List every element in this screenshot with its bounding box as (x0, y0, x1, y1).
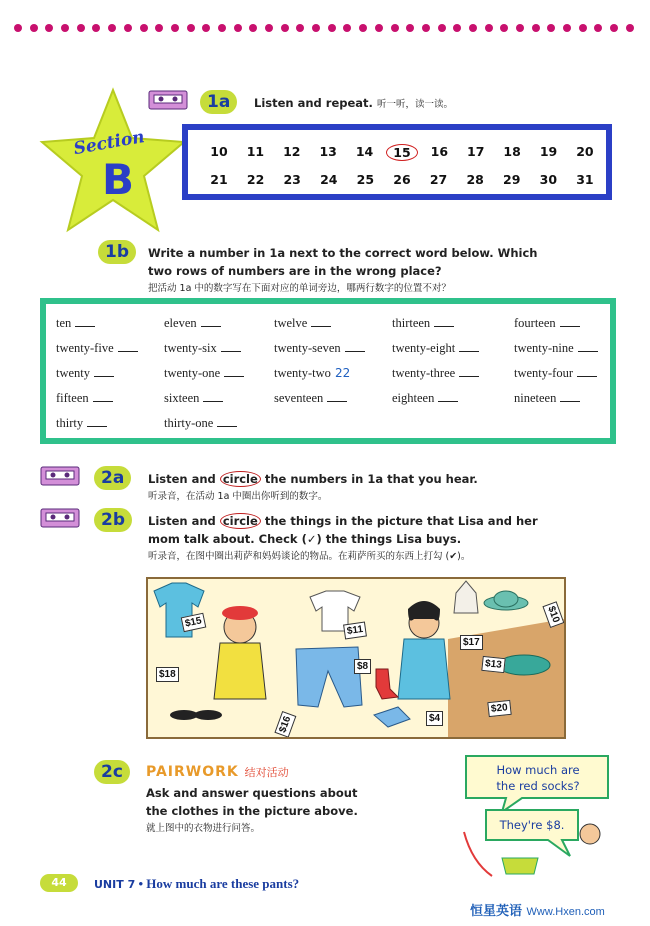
activity-number-1a: 1a (200, 90, 237, 114)
number-cell: 23 (283, 172, 301, 187)
number-word (164, 366, 244, 381)
footer-title-text: How much are these pants? (146, 876, 300, 891)
activity-number-1b: 1b (98, 240, 136, 264)
number-word-text: sixteen (164, 391, 200, 405)
answer-blank[interactable] (203, 401, 223, 402)
instruction-2b-pre: Listen and (148, 514, 216, 528)
number-cell: 22 (246, 172, 265, 187)
answer-blank[interactable] (345, 351, 365, 352)
answer-blank[interactable] (327, 401, 347, 402)
section-word: Section (72, 127, 147, 160)
number-cell: 26 (393, 172, 411, 187)
answer-blank[interactable] (577, 376, 597, 377)
numbers-row-2 (204, 172, 600, 187)
answer-blank[interactable] (578, 351, 598, 352)
decorative-dot (265, 24, 273, 32)
instruction-2c-line2: the clothes in the picture above. (146, 804, 358, 818)
number-word-text: nineteen (514, 391, 557, 405)
number-word (514, 366, 597, 381)
price-tag: $13 (481, 656, 505, 673)
price-tag: $18 (156, 667, 179, 682)
number-word-text: twenty-two (274, 366, 331, 380)
number-cell: 20 (576, 144, 594, 159)
brand-watermark (470, 900, 605, 919)
numbers-row-1 (204, 144, 600, 161)
decorative-dot (281, 24, 289, 32)
instruction-2b-post: the things in the picture that Lisa and her (264, 514, 538, 528)
instruction-1b-cn: 把活动 1a 中的数字写在下面对应的单词旁边，哪两行数字的位置不对？ (148, 283, 451, 294)
decorative-dot (375, 24, 383, 32)
number-word (164, 341, 241, 356)
instruction-2a-cn: 听录音，在活动 1a 中圈出你听到的数字。 (148, 491, 328, 502)
decorative-dot (124, 24, 132, 32)
decorative-dot (391, 24, 399, 32)
decorative-dot-border (14, 24, 634, 36)
number-words-box (40, 298, 616, 444)
cassette-icon[interactable] (148, 90, 188, 110)
pairwork-title-cn: 结对活动 (244, 766, 289, 779)
number-cell: 16 (430, 144, 449, 159)
decorative-dot (516, 24, 524, 32)
bubble-question-line2: the red socks? (496, 779, 580, 793)
pairwork-title-en: PAIRWORK (146, 764, 239, 780)
answer-blank[interactable] (118, 351, 138, 352)
number-word-text: fifteen (56, 391, 89, 405)
price-tag: $17 (460, 635, 483, 650)
number-word-text: twenty-three (392, 366, 456, 380)
answer-blank[interactable] (217, 426, 237, 427)
number-word (56, 366, 114, 381)
decorative-dot (328, 24, 336, 32)
decorative-dot (61, 24, 69, 32)
price-tag: $10 (542, 601, 564, 627)
number-word (56, 416, 107, 431)
number-cell: 25 (356, 172, 375, 187)
answer-blank[interactable] (560, 401, 580, 402)
price-tag: $20 (487, 700, 511, 717)
decorative-dot (547, 24, 555, 32)
answer-blank[interactable] (87, 426, 107, 427)
decorative-dot (500, 24, 508, 32)
number-word (56, 391, 113, 406)
price-tag: $15 (181, 613, 206, 632)
decorative-dot (92, 24, 100, 32)
number-word (392, 316, 454, 331)
decorative-dot (45, 24, 53, 32)
decorative-dot (202, 24, 210, 32)
number-word (392, 391, 458, 406)
number-word (274, 316, 331, 331)
footer-unit: UNIT 7 (94, 878, 136, 891)
clothes-store-illustration (146, 577, 566, 739)
decorative-dot (155, 24, 163, 32)
decorative-dot (30, 24, 38, 32)
number-word (164, 316, 221, 331)
price-tag: $11 (343, 622, 367, 640)
number-word (514, 341, 598, 356)
decorative-dot (594, 24, 602, 32)
number-word-text: twenty (56, 366, 91, 380)
decorative-dot (485, 24, 493, 32)
activity-number-2b: 2b (94, 508, 132, 532)
decorative-dot (610, 24, 618, 32)
instruction-2b-circle: circle (220, 513, 261, 529)
instruction-2a-circle: circle (220, 471, 261, 487)
number-word-text: eighteen (392, 391, 435, 405)
number-cell: 12 (283, 144, 301, 159)
instruction-2a (148, 470, 478, 506)
page-number: 44 (40, 874, 78, 892)
decorative-dot (234, 24, 242, 32)
decorative-dot (563, 24, 571, 32)
number-word (514, 391, 580, 406)
instruction-2c (146, 784, 358, 838)
decorative-dot (406, 24, 414, 32)
number-word (392, 366, 479, 381)
answer-blank[interactable] (75, 326, 95, 327)
decorative-dot (579, 24, 587, 32)
number-word (164, 391, 223, 406)
decorative-dot (422, 24, 430, 32)
decorative-dot (359, 24, 367, 32)
answer-blank[interactable] (459, 351, 479, 352)
decorative-dot (438, 24, 446, 32)
bubble-answer: They're $8. (499, 818, 565, 832)
number-cell: 14 (355, 144, 374, 159)
instruction-2a-post: the numbers in 1a that you hear. (264, 472, 478, 486)
instruction-1a-cn: 听一听，读一读。 (376, 99, 453, 110)
instruction-1a-text: Listen and repeat. (254, 96, 373, 110)
decorative-dot (249, 24, 257, 32)
number-cell: 28 (466, 172, 484, 187)
instruction-2c-cn: 就上图中的衣物进行问答。 (146, 823, 261, 834)
number-cell: 30 (539, 172, 558, 187)
number-word-text: thirty (56, 416, 84, 430)
instruction-2b-cn: 听录音，在图中圈出莉萨和妈妈谈论的物品。在莉萨所买的东西上打勾 (✔)。 (148, 551, 471, 562)
decorative-dot (14, 24, 22, 32)
decorative-dot (77, 24, 85, 32)
number-word-text: seventeen (274, 391, 324, 405)
answer-blank[interactable] (311, 326, 331, 327)
decorative-dot (626, 24, 634, 32)
handwritten-answer: 22 (334, 366, 351, 380)
number-word-text: ten (56, 316, 72, 330)
number-cell: 10 (210, 144, 228, 159)
instruction-2b-line2: mom talk about. Check (✓) the things Lisa buys. (148, 532, 462, 546)
number-word-text: twenty-nine (514, 341, 574, 355)
number-cell: 17 (467, 144, 485, 159)
number-cell: 27 (429, 172, 448, 187)
number-word-text: thirty-one (164, 416, 214, 430)
answer-blank[interactable] (438, 401, 458, 402)
decorative-dot (343, 24, 351, 32)
number-word (514, 316, 580, 331)
decorative-dot (140, 24, 148, 32)
activity-number-2a: 2a (94, 466, 131, 490)
answer-blank[interactable] (201, 326, 221, 327)
section-letter: B (101, 155, 135, 204)
bubble-question (462, 762, 614, 794)
number-cell: 24 (320, 172, 338, 187)
decorative-dot (532, 24, 540, 32)
price-tag: $4 (426, 711, 443, 726)
price-tag: $8 (354, 659, 371, 674)
number-word-text: twenty-four (514, 366, 574, 380)
bubble-question-line1: How much are (496, 763, 580, 777)
instruction-1b-line1: Write a number in 1a next to the correct word below. Which (148, 246, 538, 260)
pairwork-title (146, 764, 289, 780)
instruction-1a (254, 94, 453, 114)
number-cell: 15 (386, 144, 418, 161)
number-cell: 19 (539, 144, 558, 159)
dialogue-illustration (462, 752, 614, 882)
answer-blank[interactable] (224, 376, 244, 377)
number-word-text: twenty-five (56, 341, 114, 355)
number-word-text: twelve (274, 316, 308, 330)
number-cell: 29 (503, 172, 521, 187)
number-word (392, 341, 479, 356)
number-word-text: thirteen (392, 316, 431, 330)
number-cell: 21 (210, 172, 228, 187)
number-word (56, 341, 138, 356)
answer-blank[interactable] (221, 351, 241, 352)
decorative-dot (453, 24, 461, 32)
number-word (274, 341, 365, 356)
number-cell: 18 (503, 144, 521, 159)
brand-url: Www.Hxen.com (526, 906, 605, 918)
brand-name: 恒星英语 (470, 904, 523, 919)
cassette-icon[interactable] (40, 508, 80, 528)
answer-blank[interactable] (459, 376, 479, 377)
decorative-dot (469, 24, 477, 32)
decorative-dot (312, 24, 320, 32)
instruction-1b (148, 244, 537, 298)
decorative-dot (187, 24, 195, 32)
number-word (274, 391, 347, 406)
number-word-text: eleven (164, 316, 197, 330)
activity-number-2c: 2c (94, 760, 130, 784)
price-tag: $16 (274, 711, 296, 737)
number-cell: 11 (246, 144, 265, 159)
answer-blank[interactable] (94, 376, 114, 377)
decorative-dot (218, 24, 226, 32)
instruction-1b-line2: two rows of numbers are in the wrong place? (148, 264, 442, 278)
instruction-2b (148, 512, 538, 566)
number-cell: 13 (319, 144, 337, 159)
answer-blank[interactable] (434, 326, 454, 327)
number-word (274, 366, 350, 381)
instruction-2a-pre: Listen and (148, 472, 216, 486)
number-cell: 31 (576, 172, 594, 187)
decorative-dot (171, 24, 179, 32)
number-word-text: twenty-seven (274, 341, 341, 355)
cassette-icon[interactable] (40, 466, 80, 486)
number-word-text: fourteen (514, 316, 556, 330)
number-word (164, 416, 237, 431)
answer-blank[interactable] (560, 326, 580, 327)
numbers-box (182, 124, 612, 200)
footer-unit-title: UNIT 7 • How much are these pants? (94, 876, 300, 891)
number-word (56, 316, 95, 331)
number-word-text: twenty-six (164, 341, 217, 355)
decorative-dot (296, 24, 304, 32)
decorative-dot (108, 24, 116, 32)
number-word-text: twenty-one (164, 366, 221, 380)
number-word-text: twenty-eight (392, 341, 456, 355)
answer-blank[interactable] (93, 401, 113, 402)
instruction-2c-line1: Ask and answer questions about (146, 786, 358, 800)
